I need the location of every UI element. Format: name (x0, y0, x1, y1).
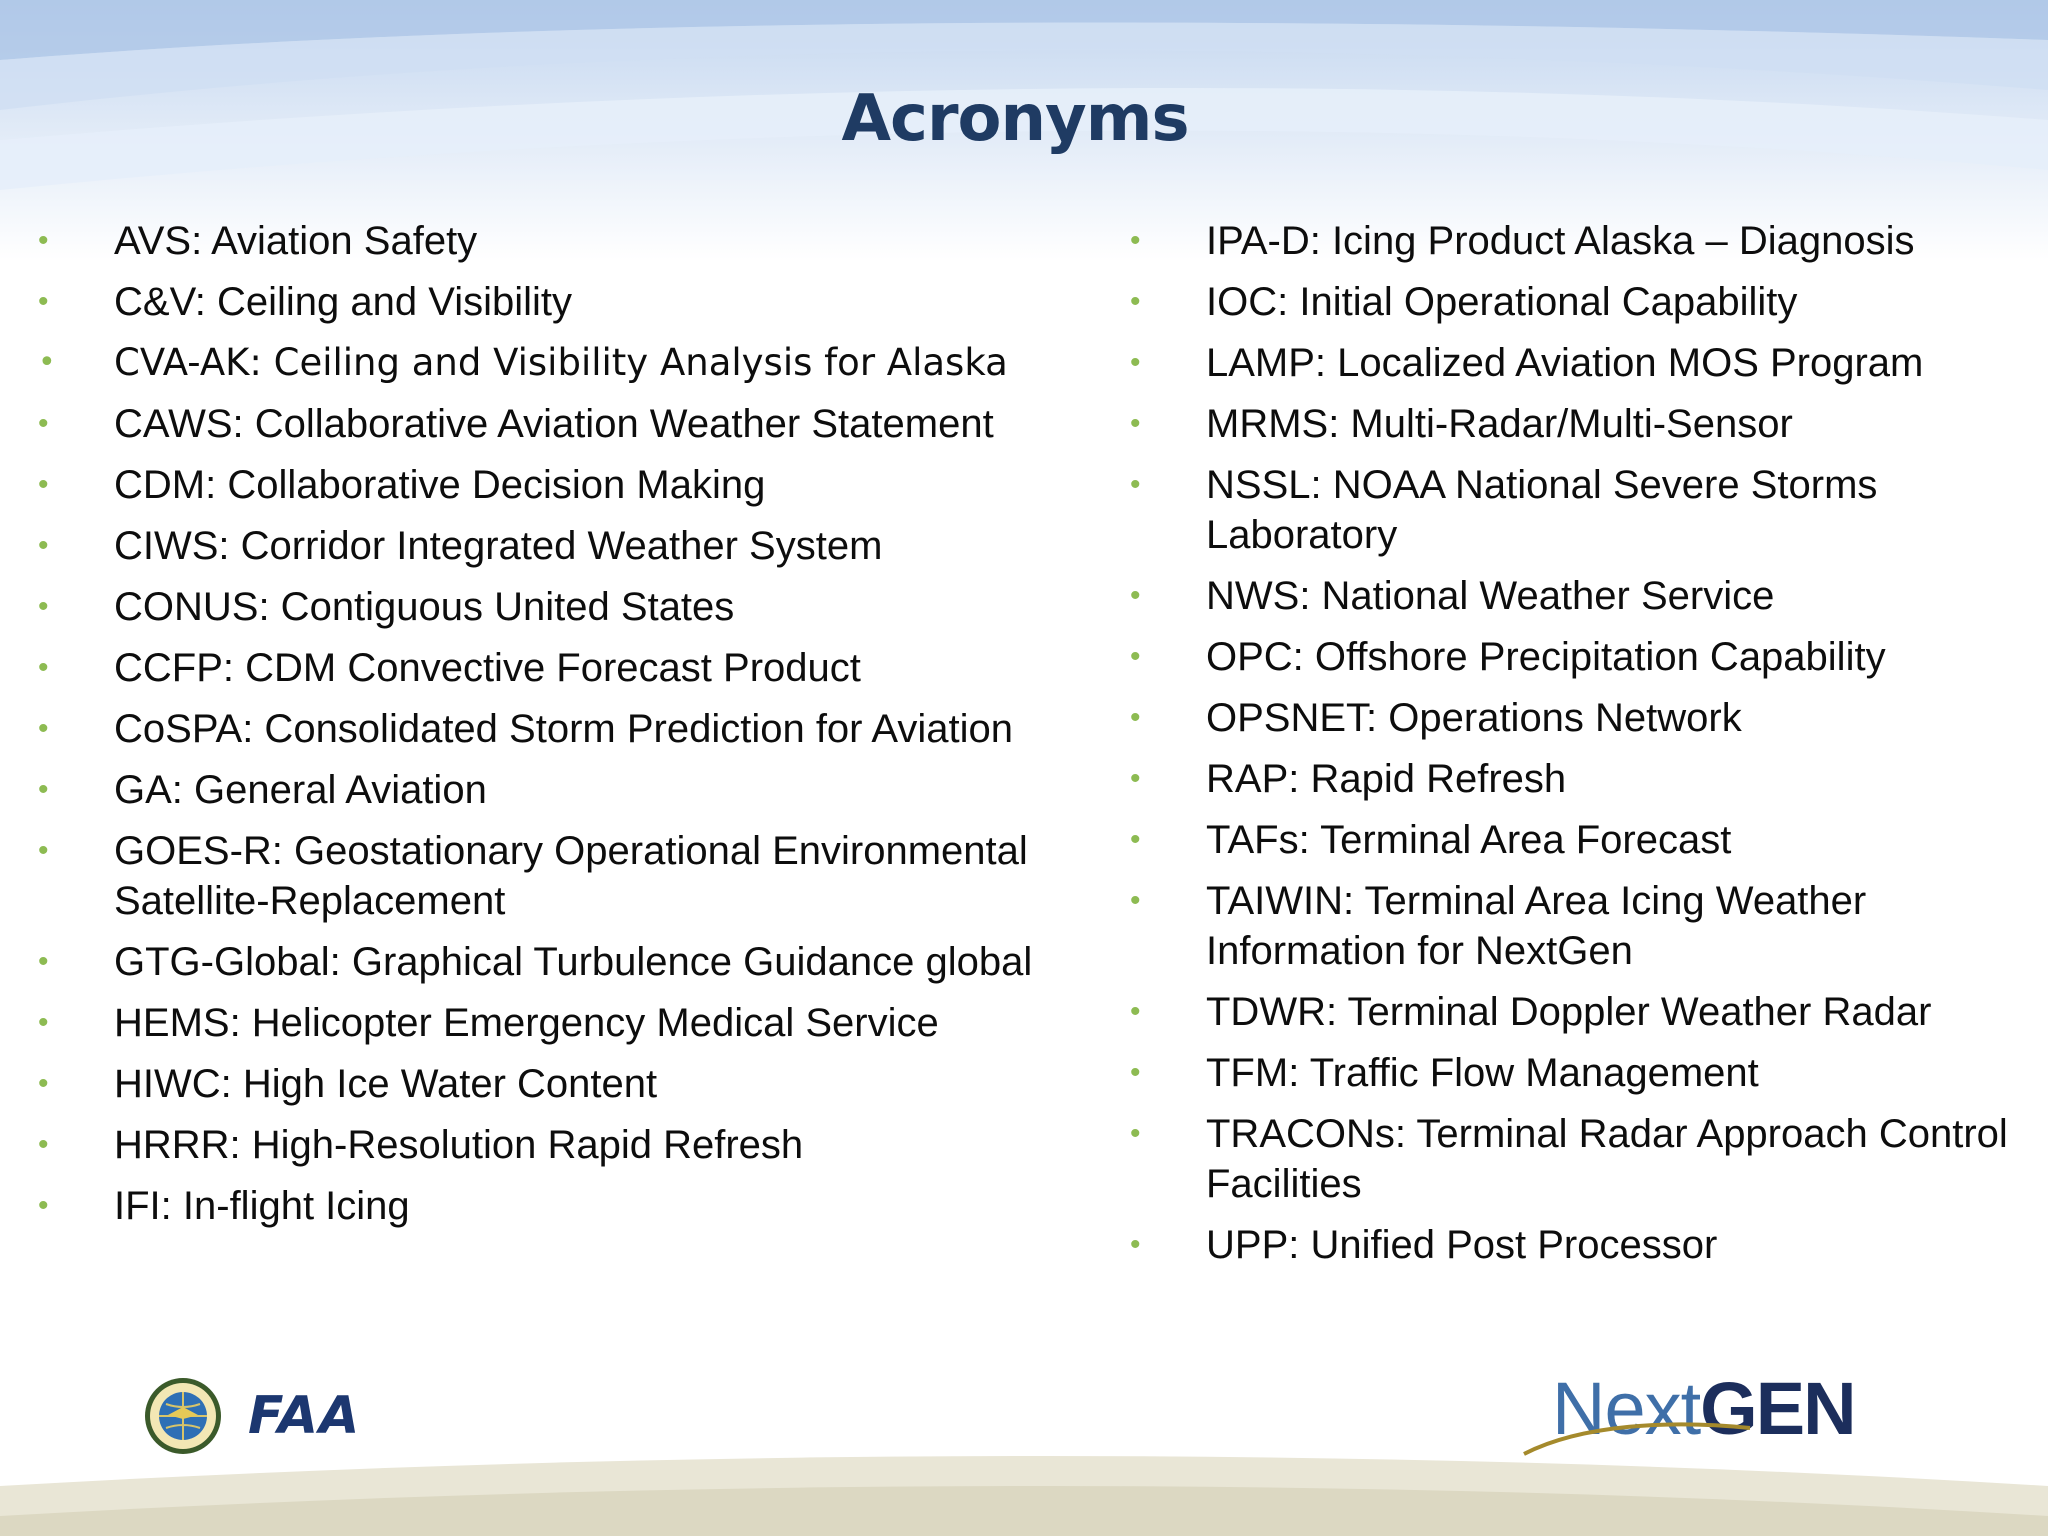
bullet-icon: • (1130, 884, 1141, 917)
acronym-item (36, 277, 1096, 327)
acronym-item (1128, 460, 2028, 560)
bullet-icon: • (1130, 285, 1141, 318)
nextgen-swoosh-icon (1522, 1418, 1752, 1458)
bullet-icon: • (38, 468, 49, 501)
acronym-item (1128, 693, 2028, 743)
acronym-item (1128, 1048, 2028, 1098)
acronym-text: GOES-R: Geostationary Operational Environmental Satellite-Replacement (114, 829, 1028, 923)
bullet-icon: • (38, 1006, 49, 1039)
acronym-item (36, 998, 1096, 1048)
bullet-icon: • (1130, 823, 1141, 856)
acronym-item (36, 643, 1096, 693)
bullet-icon: • (1130, 640, 1141, 673)
acronym-text: CVA-AK: Ceiling and Visibility Analysis for Alaska (114, 341, 1008, 384)
acronym-text: CDM: Collaborative Decision Making (114, 463, 766, 507)
bullet-icon: • (38, 529, 49, 562)
bullet-icon: • (38, 407, 49, 440)
bullet-icon: • (38, 224, 49, 257)
acronym-text: TAIWIN: Terminal Area Icing Weather Information for NextGen (1206, 879, 1867, 973)
acronym-item (36, 521, 1096, 571)
acronym-text: HIWC: High Ice Water Content (114, 1062, 658, 1106)
acronym-text: OPSNET: Operations Network (1206, 696, 1742, 740)
bullet-icon: • (38, 1067, 49, 1100)
bullet-icon: • (1130, 1056, 1141, 1089)
acronym-item (36, 937, 1096, 987)
acronym-item (36, 216, 1096, 266)
acronym-text: HRRR: High-Resolution Rapid Refresh (114, 1123, 804, 1167)
bullet-icon: • (1130, 468, 1141, 501)
acronym-text: IPA-D: Icing Product Alaska – Diagnosis (1206, 219, 1915, 263)
acronym-text: CONUS: Contiguous United States (114, 585, 735, 629)
bullet-icon: • (38, 1128, 49, 1161)
bullet-icon: • (1130, 579, 1141, 612)
acronym-item (36, 399, 1096, 449)
bullet-icon: • (1130, 762, 1141, 795)
acronym-list-right (1128, 216, 2028, 1281)
bullet-icon: • (1130, 346, 1141, 379)
bullet-icon: • (38, 590, 49, 623)
acronym-text: GA: General Aviation (114, 768, 487, 812)
bullet-icon: • (1130, 224, 1141, 257)
bullet-icon: • (38, 1189, 49, 1222)
acronym-text: TAFs: Terminal Area Forecast (1206, 818, 1732, 862)
acronym-text: IFI: In-flight Icing (114, 1184, 410, 1228)
acronym-text: TDWR: Terminal Doppler Weather Radar (1206, 990, 1932, 1034)
acronym-text: LAMP: Localized Aviation MOS Program (1206, 341, 1924, 385)
acronym-text: GTG-Global: Graphical Turbulence Guidance global (114, 940, 1033, 984)
acronym-text: TFM: Traffic Flow Management (1206, 1051, 1759, 1095)
acronym-item (1128, 632, 2028, 682)
acronym-text: TRACONs: Terminal Radar Approach Control Facilities (1206, 1112, 2008, 1206)
acronym-item (1128, 987, 2028, 1037)
faa-seal-icon (144, 1377, 222, 1455)
acronym-text: NSSL: NOAA National Severe Storms Laboratory (1206, 463, 1878, 557)
bullet-icon: • (38, 773, 49, 806)
bullet-icon: • (38, 945, 49, 978)
acronym-item (1128, 754, 2028, 804)
acronym-item (1128, 399, 2028, 449)
acronym-item (36, 582, 1096, 632)
bullet-icon: • (1130, 995, 1141, 1028)
acronym-item (1128, 216, 2028, 266)
acronym-text: RAP: Rapid Refresh (1206, 757, 1567, 801)
nextgen-logo-next: Next (1552, 1367, 1701, 1450)
acronym-text: AVS: Aviation Safety (114, 219, 478, 263)
acronym-text: HEMS: Helicopter Emergency Medical Service (114, 1001, 939, 1045)
acronym-item (36, 765, 1096, 815)
bullet-icon: • (38, 651, 49, 684)
slide-title: Acronyms (841, 82, 1189, 156)
nextgen-logo-gen: GEN (1700, 1367, 1855, 1450)
acronym-item (1128, 571, 2028, 621)
bullet-icon: • (38, 285, 49, 318)
acronym-text: OPC: Offshore Precipitation Capability (1206, 635, 1886, 679)
bullet-icon: • (1130, 701, 1141, 734)
bullet-icon: • (1130, 407, 1141, 440)
bullet-icon: • (38, 345, 56, 380)
acronym-item (36, 338, 1096, 388)
acronym-text: C&V: Ceiling and Visibility (114, 280, 572, 324)
acronym-text: MRMS: Multi-Radar/Multi-Sensor (1206, 402, 1793, 446)
acronym-text: CoSPA: Consolidated Storm Prediction for Aviation (114, 707, 1013, 751)
acronym-item (36, 704, 1096, 754)
acronym-list-left (36, 216, 1096, 1242)
acronym-text: UPP: Unified Post Processor (1206, 1223, 1718, 1267)
acronym-item (36, 460, 1096, 510)
acronym-text: CIWS: Corridor Integrated Weather System (114, 524, 883, 568)
acronym-item (1128, 1220, 2028, 1270)
acronym-text: CAWS: Collaborative Aviation Weather Statement (114, 402, 994, 446)
bullet-icon: • (1130, 1228, 1141, 1261)
acronym-text: NWS: National Weather Service (1206, 574, 1775, 618)
acronym-item (1128, 1109, 2028, 1209)
acronym-text: IOC: Initial Operational Capability (1206, 280, 1798, 324)
bullet-icon: • (1130, 1117, 1141, 1150)
acronym-item (36, 826, 1096, 926)
footer-wave-background (0, 1446, 2048, 1536)
acronym-item (1128, 338, 2028, 388)
acronym-item (1128, 815, 2028, 865)
faa-logo-text: FAA (248, 1386, 361, 1446)
acronym-item (1128, 876, 2028, 976)
acronym-item (36, 1120, 1096, 1170)
acronym-text: CCFP: CDM Convective Forecast Product (114, 646, 861, 690)
bullet-icon: • (38, 712, 49, 745)
bullet-icon: • (38, 834, 49, 867)
acronym-item (36, 1059, 1096, 1109)
acronym-item (1128, 277, 2028, 327)
acronym-item (36, 1181, 1096, 1231)
